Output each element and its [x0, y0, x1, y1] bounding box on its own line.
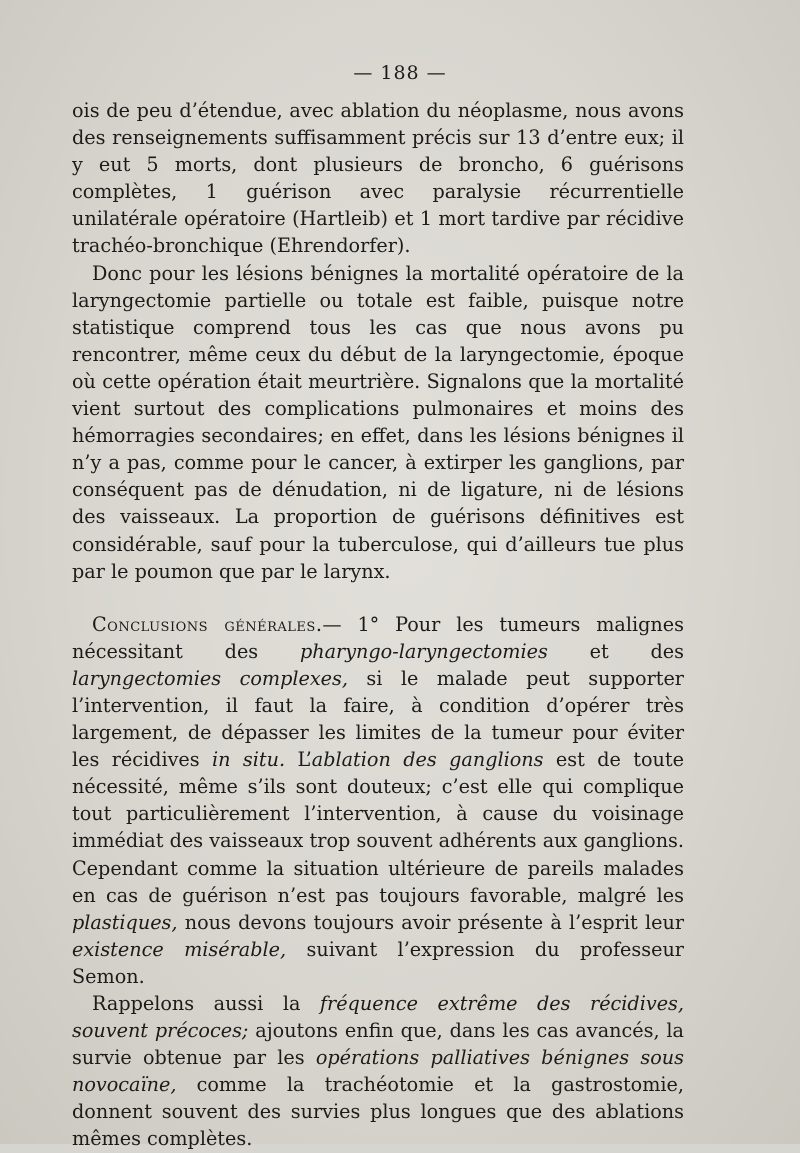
- page-number: — 188 —: [353, 62, 447, 84]
- emphasis: pharyngo-laryngectomies: [299, 639, 548, 663]
- emphasis: ablation des ganglions: [311, 748, 544, 772]
- text-segment: est de toute nécessité, même s’ils sont douteux; c’est elle qui complique tout particulièrement l’intervention, à cause du voisinage immédiat des vaisseaux trop souvent adhérents aux ganglions. Cependant comme la situation ultérieure de pareils malades en cas de guérison n’est pas toujours favorable, malgré les: [72, 748, 684, 907]
- paragraph-4: [72, 990, 684, 1153]
- paragraph-conclusions: [72, 611, 684, 990]
- emphasis: in situ.: [212, 748, 286, 772]
- emphasis: plastiques,: [72, 910, 178, 934]
- text-segment: suivant l’expression du professeur Semon.: [72, 937, 684, 988]
- text-segment: si le malade peut supporter l’intervention, il faut la faire, à condition d’opérer très largement, de dépasser les limites de la tumeur pour éviter les récidives: [72, 666, 684, 772]
- text-segment: nous devons toujours avoir présente à l’esprit leur: [177, 910, 684, 934]
- emphasis: fréquence extrême des récidives, souvent précoces;: [72, 992, 684, 1043]
- text-segment: ajoutons enfin que, dans les cas avancés, la survie obtenue par les: [72, 1019, 684, 1070]
- paragraph-1: ois de peu d’étendue, avec ablation du néoplasme, nous avons des renseignements suffisamment précis sur 13 d’entre eux; il y eut 5 morts, dont plusieurs de broncho, 6 guérisons complètes, 1 guérison avec paralysie récurrentielle unilatérale opératoire (Hartleib) et 1 mort tardive par récidive trachéo-bronchique (Ehrendorfer).: [72, 99, 684, 258]
- text-segment: L’: [285, 748, 312, 772]
- text-segment: et des: [547, 639, 685, 663]
- emphasis: opérations palliatives bénignes sous novocaïne,: [72, 1046, 684, 1097]
- paragraph-2: Donc pour les lésions bénignes la mortalité opératoire de la laryngectomie partielle ou totale est faible, puisque notre statistique comprend tous les cas que nous avons pu rencontrer, même ceux du début de la laryngectomie, époque où cette opération était meurtrière. Signalons que la mortalité vient surtout des complications pulmonaires et moins des hémorragies secondaires; en effet, dans les lésions bénignes il n’y a pas, comme pour le cancer, à extirper les ganglions, par conséquent pas de dénudation, ni de ligature, ni de lésions des vaisseaux. La proportion de guérisons définitives est considérable, sauf pour la tuberculose, qui d’ailleurs tue plus par le poumon que par le larynx.: [72, 261, 684, 583]
- emphasis: laryngectomies complexes,: [72, 666, 348, 690]
- text-segment: — 1° Pour les tumeurs malignes nécessitant des: [72, 612, 684, 663]
- text-segment: Rappelons aussi la: [92, 992, 320, 1015]
- emphasis: existence misérable,: [72, 937, 287, 961]
- section-heading: Conclusions générales.: [92, 612, 323, 636]
- text-segment: comme la trachéotomie et la gastrostomie, donnent souvent des survies plus longues que des ablations mêmes complètes.: [72, 1073, 684, 1151]
- body-text: [72, 97, 684, 1153]
